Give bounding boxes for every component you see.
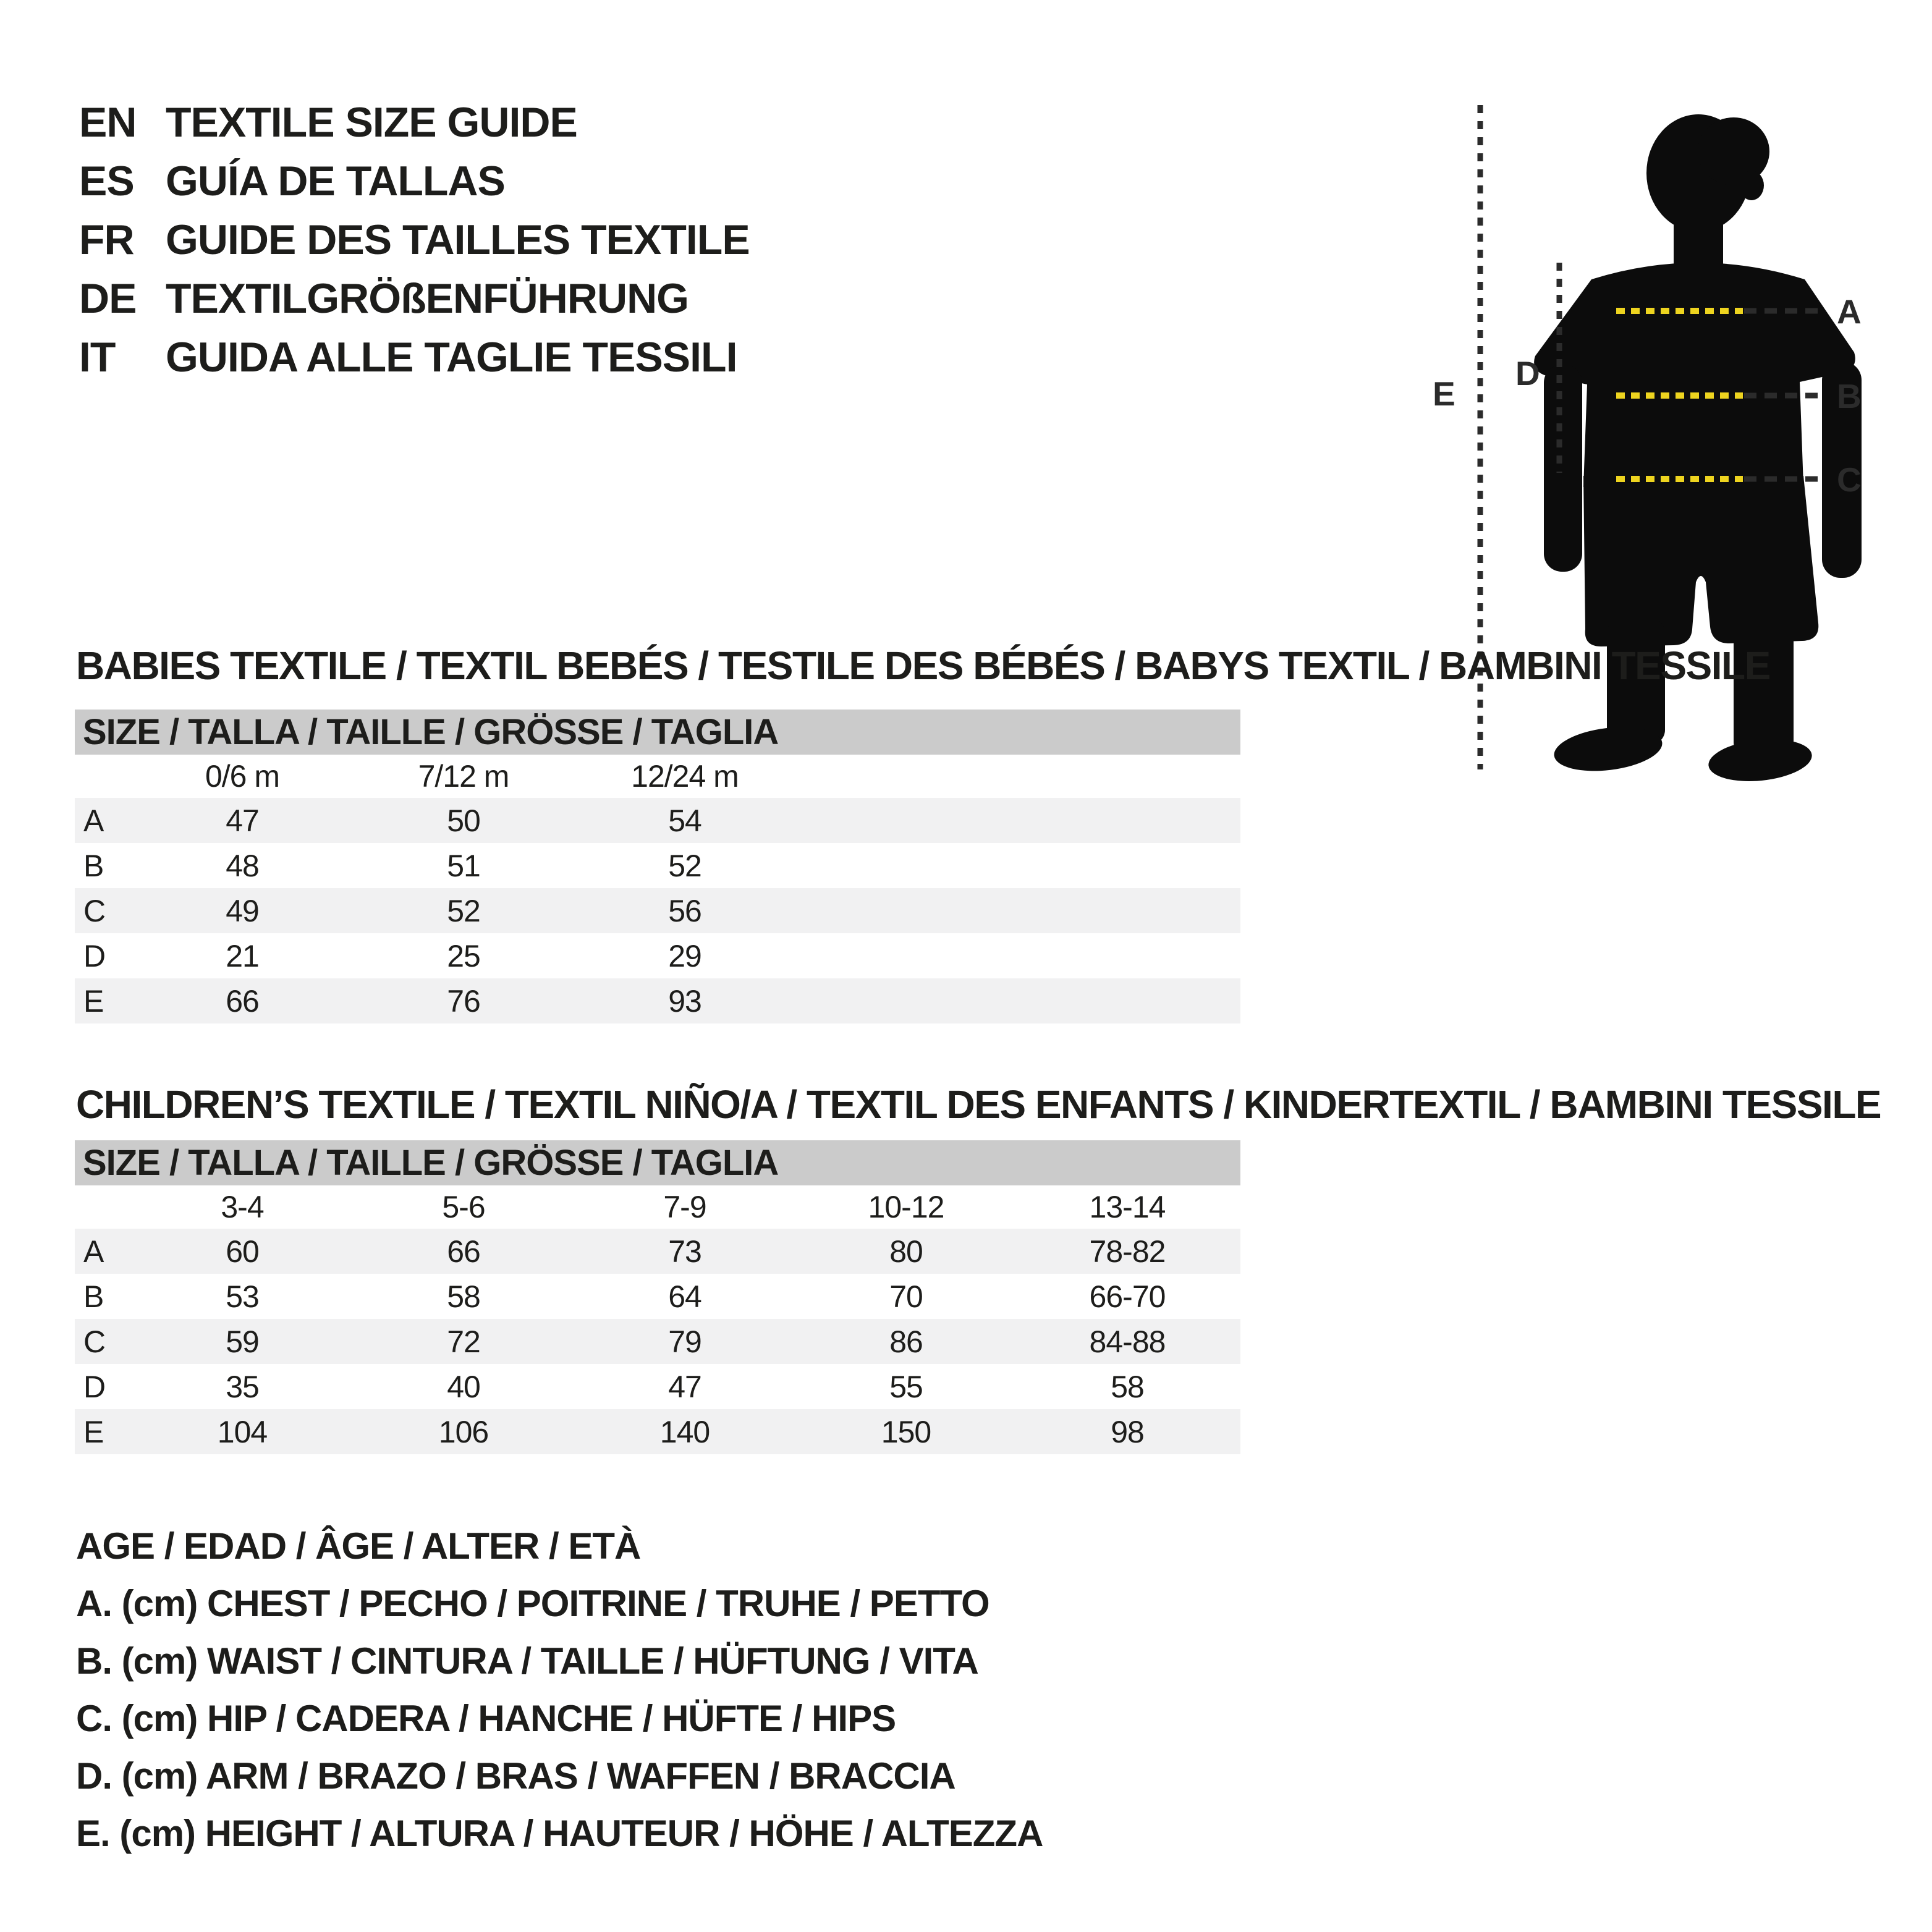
cell: 76 <box>447 983 480 1019</box>
size-header-text: SIZE / TALLA / TAILLE / GRÖSSE / TAGLIA <box>83 1143 779 1183</box>
column-header: 3-4 <box>221 1190 264 1224</box>
guide-title: GUÍA DE TALLAS <box>166 157 505 205</box>
cell: 60 <box>226 1234 259 1269</box>
children-section-heading: CHILDREN’S TEXTILE / TEXTIL NIÑO/A / TEXTIL DES ENFANTS / KINDERTEXTIL / BAMBINI TESSILE <box>76 1082 1881 1127</box>
language-code: IT <box>79 333 116 381</box>
arm-left <box>1544 365 1582 572</box>
cell: 48 <box>226 848 259 883</box>
cell: 59 <box>226 1324 259 1359</box>
table-row <box>75 1364 1240 1409</box>
language-row <box>79 151 505 210</box>
cell: 58 <box>447 1279 480 1314</box>
cell: 47 <box>226 803 259 838</box>
row-label: C <box>83 893 106 928</box>
cell: 104 <box>217 1414 268 1449</box>
label-e: E <box>1433 375 1455 413</box>
cell: 52 <box>668 848 701 883</box>
cell: 78-82 <box>1089 1234 1166 1269</box>
row-label: B <box>83 1279 104 1314</box>
cell: 21 <box>226 938 259 973</box>
children-size-table <box>75 1140 1240 1454</box>
row-label: B <box>83 848 104 883</box>
language-row <box>79 210 750 269</box>
cell: 47 <box>668 1369 701 1404</box>
babies-size-table <box>75 710 1240 1023</box>
row-label: A <box>83 803 104 838</box>
column-header: 10-12 <box>868 1190 944 1224</box>
row-label: E <box>83 983 104 1019</box>
table-row <box>75 888 1240 933</box>
legend-line-age: AGE / EDAD / ÂGE / ALTER / ETÀ <box>76 1525 641 1567</box>
children-column-header-row <box>75 1185 1240 1229</box>
label-d: D <box>1515 354 1540 392</box>
cell: 52 <box>447 893 480 928</box>
legend-line-hip: C. (cm) HIP / CADERA / HANCHE / HÜFTE / HIPS <box>76 1698 896 1739</box>
cell: 35 <box>226 1369 259 1404</box>
row-label: D <box>83 1369 106 1404</box>
cell: 40 <box>447 1369 480 1404</box>
cell: 49 <box>226 893 259 928</box>
table-row <box>75 1409 1240 1454</box>
cell: 51 <box>447 848 480 883</box>
column-header: 7/12 m <box>418 759 509 794</box>
cell: 72 <box>447 1324 480 1359</box>
cell: 25 <box>447 938 480 973</box>
cell: 70 <box>889 1279 923 1314</box>
language-code: ES <box>79 157 134 205</box>
label-c: C <box>1837 460 1861 499</box>
table-row <box>75 798 1240 843</box>
size-header-text: SIZE / TALLA / TAILLE / GRÖSSE / TAGLIA <box>83 712 779 752</box>
legend-line-height: E. (cm) HEIGHT / ALTURA / HAUTEUR / HÖHE / ALTEZZA <box>76 1813 1043 1854</box>
child-measurement-figure <box>1421 87 1932 803</box>
children-size-header-bar <box>75 1140 1240 1185</box>
language-row <box>79 328 737 386</box>
leg-right <box>1734 621 1794 757</box>
table-row <box>75 933 1240 978</box>
cell: 150 <box>881 1414 931 1449</box>
cell: 80 <box>889 1234 923 1269</box>
cell: 79 <box>668 1324 701 1359</box>
language-row <box>79 93 577 151</box>
language-code: DE <box>79 274 137 322</box>
cell: 73 <box>668 1234 701 1269</box>
legend-line-waist: B. (cm) WAIST / CINTURA / TAILLE / HÜFTUNG / VITA <box>76 1640 978 1682</box>
column-header: 0/6 m <box>205 759 280 794</box>
babies-column-header-row <box>75 755 1240 798</box>
guide-title: TEXTILGRÖßENFÜHRUNG <box>166 274 689 322</box>
language-code: EN <box>79 98 137 146</box>
tshirt <box>1534 263 1855 487</box>
cell: 140 <box>659 1414 710 1449</box>
ear <box>1739 171 1764 200</box>
guide-title: GUIDE DES TAILLES TEXTILE <box>166 216 750 263</box>
cell: 55 <box>889 1369 923 1404</box>
row-label: C <box>83 1324 106 1359</box>
row-label: D <box>83 938 106 973</box>
cell: 84-88 <box>1089 1324 1166 1359</box>
language-code: FR <box>79 216 134 263</box>
row-label: A <box>83 1234 104 1269</box>
label-a: A <box>1837 292 1861 331</box>
table-row <box>75 1229 1240 1274</box>
legend-line-arm: D. (cm) ARM / BRAZO / BRAS / WAFFEN / BRACCIA <box>76 1755 955 1797</box>
cell: 66 <box>447 1234 480 1269</box>
table-row <box>75 843 1240 888</box>
cell: 58 <box>1111 1369 1144 1404</box>
column-header: 7-9 <box>663 1190 706 1224</box>
babies-size-header-bar <box>75 710 1240 755</box>
cell: 64 <box>668 1279 701 1314</box>
cell: 98 <box>1111 1414 1144 1449</box>
cell: 29 <box>668 938 701 973</box>
cell: 54 <box>668 803 701 838</box>
cell: 66 <box>226 983 259 1019</box>
guide-title: GUIDA ALLE TAGLIE TESSILI <box>166 333 737 381</box>
label-b: B <box>1837 377 1861 415</box>
cell: 66-70 <box>1089 1279 1166 1314</box>
cell: 86 <box>889 1324 923 1359</box>
cell: 53 <box>226 1279 259 1314</box>
guide-title: TEXTILE SIZE GUIDE <box>166 98 577 146</box>
column-header: 5-6 <box>442 1190 485 1224</box>
cell: 106 <box>438 1414 489 1449</box>
table-row <box>75 1274 1240 1319</box>
cell: 56 <box>668 893 701 928</box>
column-header: 13-14 <box>1089 1190 1166 1224</box>
cell: 93 <box>668 983 701 1019</box>
table-row <box>75 978 1240 1023</box>
shoe-right <box>1706 734 1814 786</box>
row-label: E <box>83 1414 104 1449</box>
table-row <box>75 1319 1240 1364</box>
legend-line-chest: A. (cm) CHEST / PECHO / POITRINE / TRUHE / PETTO <box>76 1583 989 1624</box>
cell: 50 <box>447 803 480 838</box>
language-row <box>79 269 688 328</box>
column-header: 12/24 m <box>631 759 739 794</box>
babies-section-heading: BABIES TEXTILE / TEXTIL BEBÉS / TESTILE DES BÉBÉS / BABYS TEXTIL / BAMBINI TESSILE <box>76 643 1770 688</box>
